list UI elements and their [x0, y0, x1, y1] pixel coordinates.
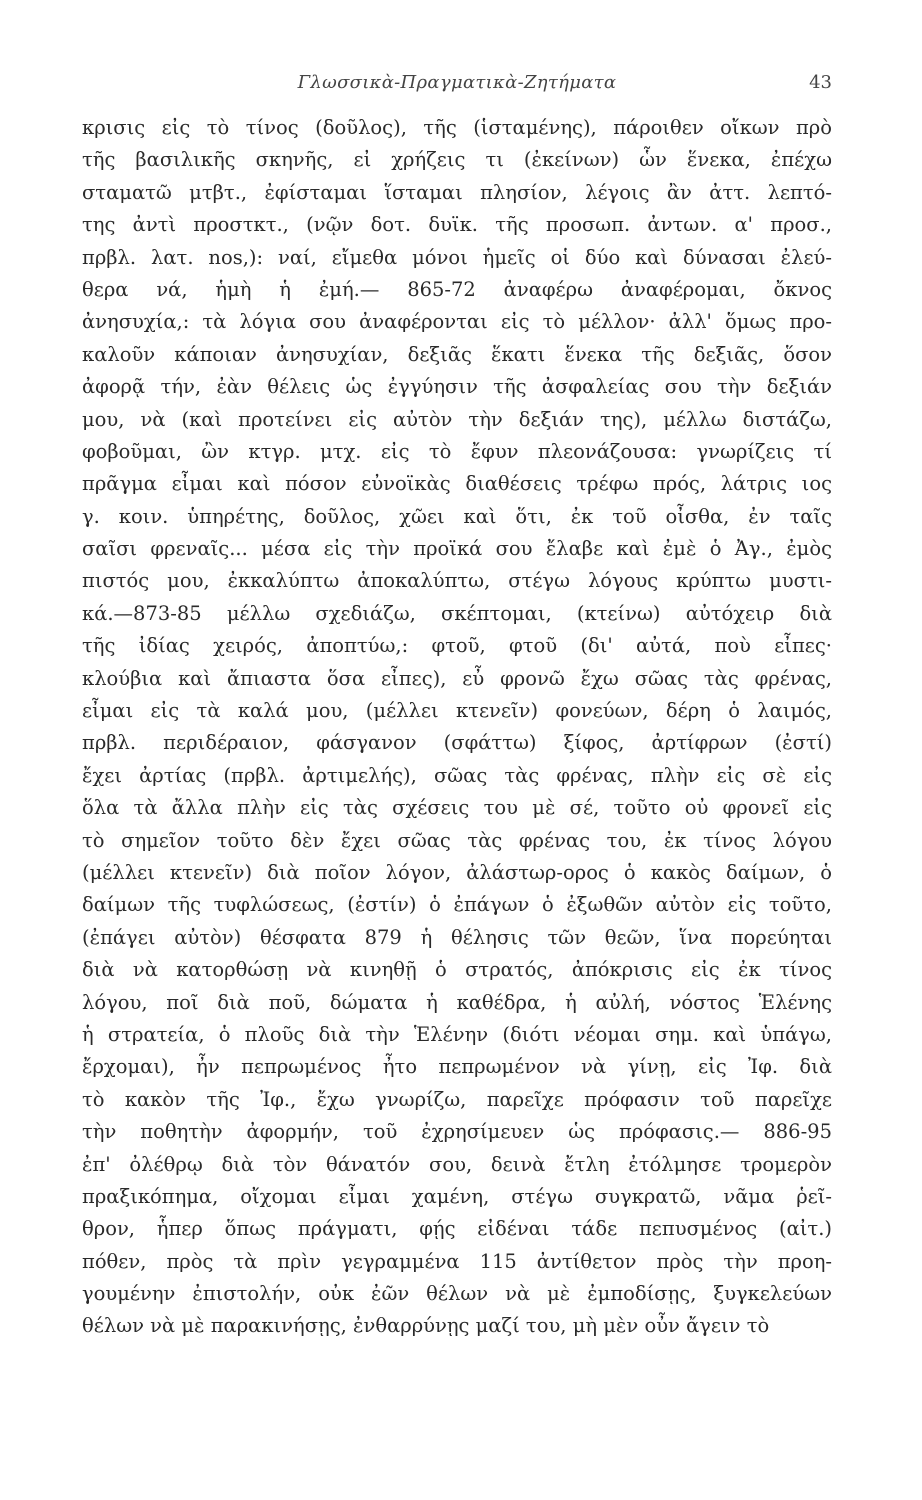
page-number: 43 — [809, 72, 832, 93]
text-line: ἀφορᾷ τήν, ἐὰν θέλεις ὡς ἐγγύησιν τῆς ἀσφαλείας σου τὴν δεξιάν — [82, 375, 832, 399]
text-line: τὴν ποθητὴν ἀφορμήν, τοῦ ἐχρησίμευεν ὡς πρόφασις.— 886-95 — [82, 1120, 832, 1144]
book-page — [82, 70, 832, 1343]
text-line: κά.—873-85 μέλλω σχεδιάζω, σκέπτομαι, (κτείνω) αὐτόχειρ διὰ — [82, 601, 832, 625]
text-line: πρβλ. περιδέραιον, φάσγανον (σφάττω) ξίφος, ἀρτίφρων (ἐστί) — [82, 731, 832, 755]
text-line: πραξικόπημα, οἴχομαι εἶμαι χαμένη, στέγω συγκρατῶ, νᾶμα ῥεῖ- — [82, 1184, 832, 1208]
text-line: καλοῦν κάποιαν ἀνησυχίαν, δεξιᾶς ἕκατι ἕνεκα τῆς δεξιᾶς, ὅσον — [82, 342, 832, 366]
text-line: πρᾶγμα εἶμαι καὶ πόσον εὐνοϊκὰς διαθέσεις τρέφω πρός, λάτρις ιος — [82, 472, 832, 496]
text-body — [82, 112, 832, 1343]
text-line: θέλων νὰ μὲ παρακινήσῃς, ἐνθαρρύνῃς μαζί του, μὴ μὲν οὖν ἄγειν τὸ — [82, 1314, 770, 1338]
text-line: τῆς βασιλικῆς σκηνῆς, εἰ χρήζεις τι (ἐκείνων) ὧν ἕνεκα, ἐπέχω — [82, 148, 832, 172]
text-line: ἡ στρατεία, ὁ πλοῦς διὰ τὴν Ἑλένην (διότι νέομαι σημ. καὶ ὑπάγω, — [82, 1022, 832, 1046]
text-line: (μέλλει κτενεῖν) διὰ ποῖον λόγον, ἀλάστωρ-ορος ὁ κακὸς δαίμων, ὁ — [82, 860, 832, 884]
text-line: ἀνησυχία,: τὰ λόγια σου ἀναφέρονται εἰς τὸ μέλλον· ἀλλ' ὅμως προ- — [82, 310, 832, 334]
text-line: λόγου, ποῖ διὰ ποῦ, δώματα ἡ καθέδρα, ἡ αὐλή, νόστος Ἑλένης — [82, 990, 832, 1014]
text-line: εἶμαι εἰς τὰ καλά μου, (μέλλει κτενεῖν) φονεύων, δέρη ὁ λαιμός, — [82, 699, 832, 723]
text-line: ἔρχομαι), ἦν πεπρωμένος ἦτο πεπρωμένον νὰ γίνῃ, εἰς Ἰφ. διὰ — [82, 1055, 832, 1079]
text-line: τῆς ἰδίας χειρός, ἀποπτύω,: φτοῦ, φτοῦ (δι' αὐτά, ποὺ εἶπες· — [82, 634, 832, 658]
text-line: τὸ σημεῖον τοῦτο δὲν ἔχει σῶας τὰς φρένας του, ἐκ τίνος λόγου — [82, 828, 832, 852]
text-line: σαῖσι φρεναῖς... μέσα εἰς τὴν προϊκά σου ἔλαβε καὶ ἐμὲ ὁ Ἀγ., ἐμὸς — [82, 537, 832, 561]
text-line: γ. κοιν. ὑπηρέτης, δοῦλος, χῶει καὶ ὅτι, ἐκ τοῦ οἶσθα, ἐν ταῖς — [82, 504, 832, 528]
text-line: σταματῶ μτβτ., ἐφίσταμαι ἵσταμαι πλησίον, λέγοις ἂν ἀττ. λεπτό- — [82, 180, 832, 204]
text-line: της ἀντὶ προστκτ., (νῷν δοτ. δυϊκ. τῆς προσωπ. ἀντων. α' προσ., — [82, 213, 832, 237]
text-line: ἔχει ἀρτίας (πρβλ. ἀρτιμελής), σῶας τὰς φρένας, πλὴν εἰς σὲ εἰς — [82, 763, 832, 787]
text-line: δαίμων τῆς τυφλώσεως, (ἐστίν) ὁ ἐπάγων ὁ ἐξωθῶν αὐτὸν εἰς τοῦτο, — [82, 893, 832, 917]
text-line: πιστός μου, ἐκκαλύπτω ἀποκαλύπτω, στέγω λόγους κρύπτω μυστι- — [82, 569, 832, 593]
text-line: διὰ νὰ κατορθώσῃ νὰ κινηθῇ ὁ στρατός, ἀπόκρισις εἰς ἐκ τίνος — [82, 958, 832, 982]
text-line: θρον, ἧπερ ὅπως πράγματι, φῄς εἰδέναι τάδε πεπυσμένος (αἰτ.) — [82, 1217, 832, 1241]
text-line: πόθεν, πρὸς τὰ πρὶν γεγραμμένα 115 ἀντίθετον πρὸς τὴν προη- — [82, 1249, 832, 1273]
running-head — [82, 70, 832, 110]
text-line: κρισις εἰς τὸ τίνος (δοῦλος), τῆς (ἱσταμένης), πάροιθεν οἴκων πρὸ — [82, 116, 832, 139]
text-line: (ἐπάγει αὐτὸν) θέσφατα 879 ἡ θέλησις τῶν θεῶν, ἵνα πορεύηται — [82, 925, 832, 949]
running-title: Γλωσσικὰ-Πραγματικὰ-Ζητήματα — [297, 72, 617, 93]
text-line: γουμένην ἐπιστολήν, οὐκ ἐῶν θέλων νὰ μὲ ἐμποδίσῃς, ξυγκελεύων — [82, 1282, 832, 1306]
text-line: μου, νὰ (καὶ προτείνει εἰς αὐτὸν τὴν δεξιάν της), μέλλω διστάζω, — [82, 407, 832, 431]
text-line: θερα νά, ἡμὴ ἡ ἐμή.— 865-72 ἀναφέρω ἀναφέρομαι, ὄκνος — [82, 277, 832, 301]
text-line: ἐπ' ὀλέθρῳ διὰ τὸν θάνατόν σου, δεινὰ ἔτλη ἐτόλμησε τρομερὸν — [82, 1152, 832, 1176]
text-line: φοβοῦμαι, ὢν κτγρ. μτχ. εἰς τὸ ἔφυν πλεονάζουσα: γνωρίζεις τί — [82, 439, 832, 463]
text-line: ὅλα τὰ ἄλλα πλὴν εἰς τὰς σχέσεις του μὲ σέ, τοῦτο οὐ φρονεῖ εἰς — [82, 796, 832, 820]
text-line: κλούβια καὶ ἄπιαστα ὅσα εἶπες), εὖ φρονῶ ἔχω σῶας τὰς φρένας, — [82, 666, 832, 690]
text-line: πρβλ. λατ. nos,): ναί, εἴμεθα μόνοι ἡμεῖς οἱ δύο καὶ δύνασαι ἐλεύ- — [82, 245, 832, 269]
text-line: τὸ κακὸν τῆς Ἰφ., ἔχω γνωρίζω, παρεῖχε πρόφασιν τοῦ παρεῖχε — [82, 1087, 832, 1111]
